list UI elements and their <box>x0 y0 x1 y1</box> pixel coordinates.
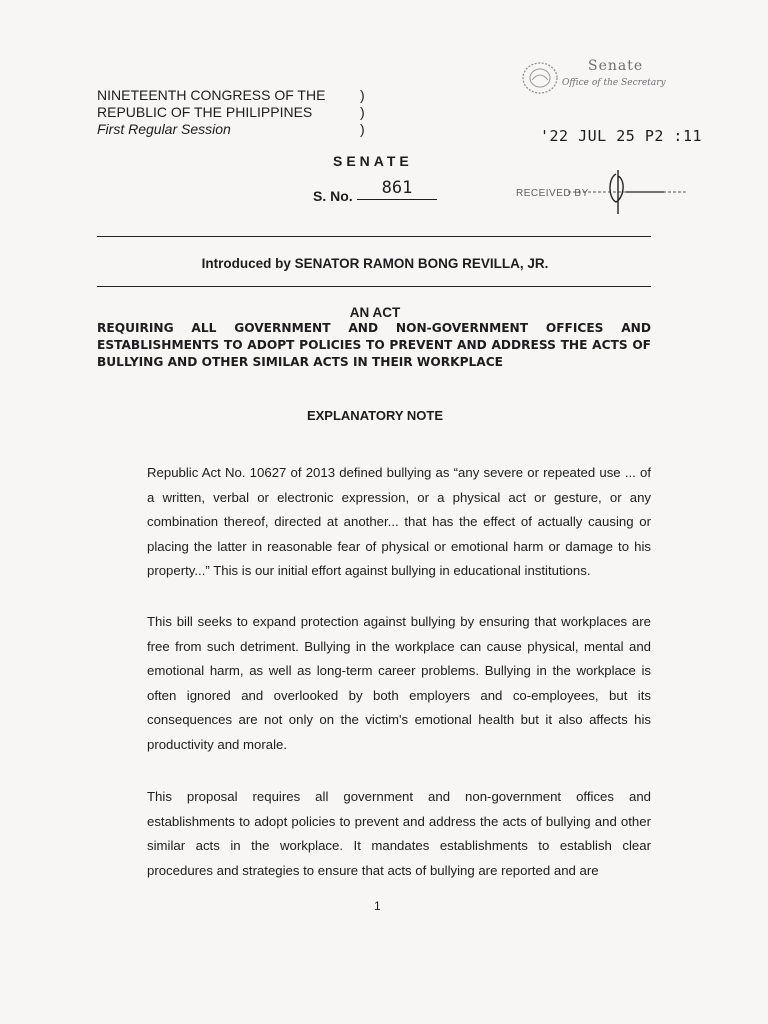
chamber-label: SENATE <box>333 153 413 169</box>
act-title: REQUIRING ALL GOVERNMENT AND NON-GOVERNMENT OFFICES AND ESTABLISHMENTS TO ADOPT POLICIES TO PREVENT AND ADDRESS THE ACTS OF BULLYING AND OTHER SIMILAR ACTS IN THEIR WORKPLACE <box>97 321 651 369</box>
paragraph-3-text: This proposal requires all government and non-government offices and establishments to adopt policies to prevent and address the acts of bullying and other similar acts in the workplace. It mandates establishments to establish clear procedures and strategies to ensure that acts of bullying are reported and are <box>147 789 651 878</box>
act-heading: AN ACT <box>349 305 401 320</box>
bracket-1: ) <box>360 87 365 103</box>
session-label: First Regular Session <box>97 121 231 137</box>
explanatory-note-heading: EXPLANATORY NOTE <box>306 408 444 423</box>
senate-receiving-stamp <box>520 58 680 102</box>
bill-number-label: S. No. <box>313 188 353 204</box>
received-by-block <box>516 182 686 222</box>
bill-number-line <box>313 178 413 204</box>
received-by-label: RECEIVED BY <box>516 188 589 199</box>
bottom-divider <box>97 286 651 287</box>
top-divider <box>97 236 651 237</box>
bracket-2: ) <box>360 104 365 120</box>
received-datetime: '22 JUL 25 P2 :11 <box>540 127 703 145</box>
stamp-senate-title: Senate <box>588 58 644 74</box>
page-number: 1 <box>374 899 381 913</box>
introduced-by: Introduced by SENATOR RAMON BONG REVILLA, JR. <box>201 256 549 271</box>
paragraph-2 <box>103 610 651 757</box>
congress-heading <box>97 87 325 138</box>
stamp-office-label: Office of the Secretary <box>562 78 666 88</box>
senate-seal-icon <box>520 60 560 96</box>
congress-line-2: REPUBLIC OF THE PHILIPPINES <box>97 104 313 120</box>
paragraph-2-text: This bill seeks to expand protection against bullying by ensuring that workplaces are free from such detriment. Bullying in the workplace can cause physical, mental and emotional harm, as well as long-term career problems. Bullying in the workplace is often ignored and overlooked by both employers and co-employees, but its consequences are not only on the victim's emotional health but it also affects his productivity and morale. <box>147 614 651 752</box>
bracket-column <box>360 87 365 138</box>
bracket-3: ) <box>360 121 365 137</box>
congress-line-1: NINETEENTH CONGRESS OF THE <box>97 87 326 103</box>
signature-icon <box>568 168 688 216</box>
paragraph-1 <box>103 461 651 584</box>
paragraph-3 <box>103 785 651 883</box>
paragraph-1-text: Republic Act No. 10627 of 2013 defined bullying as “any severe or repeated use ... of a written, verbal or electronic expression, or a physical act or gesture, or any combination thereof, directed at another... that has the effect of actually causing or placing the latter in reasonable fear of physical or emotional harm or damage to his property...” This is our initial effort against bullying in educational institutions. <box>147 465 651 578</box>
bill-number: 861 <box>357 178 437 200</box>
